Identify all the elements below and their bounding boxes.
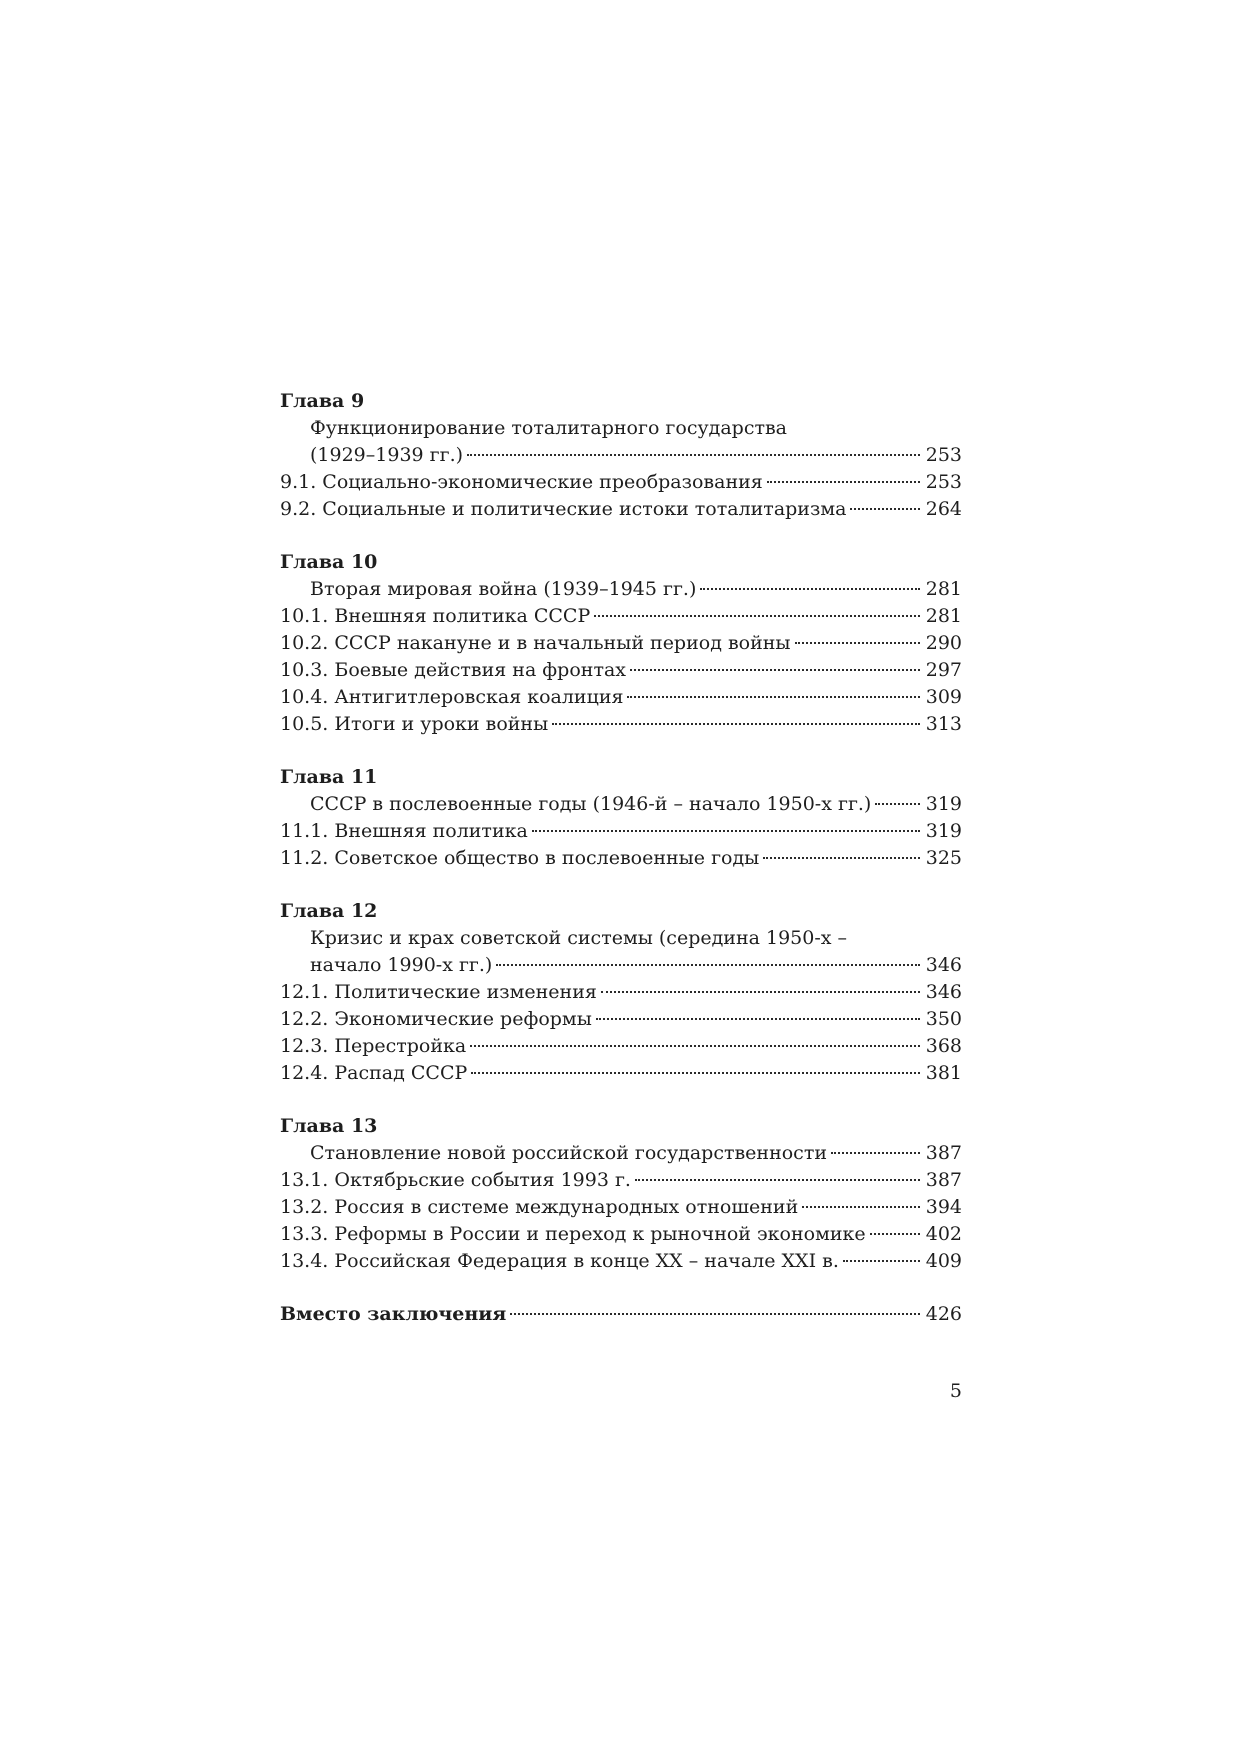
chapter-label: Глава 11 <box>280 766 378 788</box>
chapter-title: Кризис и крах советской системы (середина 1950-х – <box>310 927 848 949</box>
page-ref: 309 <box>925 686 962 708</box>
dot-leader <box>630 669 920 671</box>
page-ref: 426 <box>925 1303 962 1325</box>
dot-leader <box>767 481 920 483</box>
section-title: 12.2. Экономические реформы <box>280 1008 592 1030</box>
page-ref: 319 <box>925 820 962 842</box>
dot-leader <box>850 508 919 510</box>
chapter-title-continued: начало 1990-х гг.) <box>310 954 493 976</box>
conclusion-title: Вместо заключения <box>280 1303 507 1325</box>
chapter-title-continued: (1929–1939 гг.) <box>310 444 464 466</box>
toc-entry[interactable] <box>280 1140 962 1167</box>
section-title: 13.1. Октябрьские события 1993 г. <box>280 1169 631 1191</box>
toc-entry-conclusion[interactable] <box>280 1301 962 1328</box>
toc-entry[interactable] <box>280 845 962 872</box>
section-title: 10.3. Боевые действия на фронтах <box>280 659 626 681</box>
chapter-title: СССР в послевоенные годы (1946-й – начало 1950-х гг.) <box>310 793 872 815</box>
page-ref: 346 <box>925 954 962 976</box>
section-title: 13.2. Россия в системе международных отношений <box>280 1196 799 1218</box>
toc-entry[interactable] <box>280 496 962 523</box>
toc-entry[interactable] <box>280 630 962 657</box>
dot-leader <box>870 1233 920 1235</box>
toc-entry[interactable] <box>280 576 962 603</box>
section-title: 12.3. Перестройка <box>280 1035 467 1057</box>
toc-entry[interactable] <box>280 603 962 630</box>
dot-leader <box>467 454 920 456</box>
table-of-contents <box>280 388 962 1328</box>
dot-leader <box>470 1045 920 1047</box>
page-ref: 290 <box>925 632 962 654</box>
page-ref: 264 <box>925 498 962 520</box>
section-title: 11.2. Советское общество в послевоенные годы <box>280 847 760 869</box>
toc-entry[interactable] <box>280 979 962 1006</box>
toc-entry[interactable] <box>280 952 962 979</box>
dot-leader <box>700 588 919 590</box>
dot-leader <box>496 964 919 966</box>
chapter-title: Функционирование тоталитарного государства <box>310 417 788 439</box>
toc-entry[interactable] <box>280 1194 962 1221</box>
chapter-label: Глава 13 <box>280 1115 378 1137</box>
page-ref: 394 <box>925 1196 962 1218</box>
section-title: 10.1. Внешняя политика СССР <box>280 605 591 627</box>
toc-entry[interactable] <box>280 1167 962 1194</box>
page-ref: 381 <box>925 1062 962 1084</box>
dot-leader <box>802 1206 919 1208</box>
page-ref: 325 <box>925 847 962 869</box>
page-ref: 319 <box>925 793 962 815</box>
dot-leader <box>843 1260 920 1262</box>
toc-entry[interactable] <box>280 1060 962 1087</box>
page-ref: 281 <box>925 605 962 627</box>
page-ref: 281 <box>925 578 962 600</box>
chapter-label: Глава 10 <box>280 551 378 573</box>
chapter-12 <box>280 898 962 1087</box>
chapter-label: Глава 9 <box>280 390 365 412</box>
dot-leader <box>596 1018 920 1020</box>
dot-leader <box>510 1313 919 1315</box>
dot-leader <box>831 1152 920 1154</box>
page-ref: 350 <box>925 1008 962 1030</box>
section-title: 10.5. Итоги и уроки войны <box>280 713 549 735</box>
dot-leader <box>875 803 919 805</box>
page-ref: 387 <box>925 1142 962 1164</box>
section-title: 12.4. Распад СССР <box>280 1062 468 1084</box>
page-ref: 387 <box>925 1169 962 1191</box>
toc-entry[interactable] <box>280 442 962 469</box>
dot-leader <box>601 991 920 993</box>
toc-entry[interactable] <box>280 711 962 738</box>
page-ref: 253 <box>925 444 962 466</box>
chapter-9 <box>280 388 962 523</box>
chapter-title: Становление новой российской государственности <box>310 1142 827 1164</box>
page-ref: 313 <box>925 713 962 735</box>
dot-leader <box>635 1179 920 1181</box>
dot-leader <box>763 857 919 859</box>
section-title: 10.4. Антигитлеровская коалиция <box>280 686 624 708</box>
dot-leader <box>532 830 920 832</box>
chapter-10 <box>280 549 962 738</box>
page-ref: 297 <box>925 659 962 681</box>
chapter-11 <box>280 764 962 872</box>
page-ref: 253 <box>925 471 962 493</box>
toc-entry[interactable] <box>280 818 962 845</box>
section-title: 10.2. СССР накануне и в начальный период войны <box>280 632 791 654</box>
page-ref: 402 <box>925 1223 962 1245</box>
section-title: 13.3. Реформы в России и переход к рыночной экономике <box>280 1223 866 1245</box>
section-title: 12.1. Политические изменения <box>280 981 597 1003</box>
chapter-title: Вторая мировая война (1939–1945 гг.) <box>310 578 697 600</box>
chapter-label: Глава 12 <box>280 900 378 922</box>
toc-entry[interactable] <box>280 469 962 496</box>
page-number: 5 <box>949 1380 962 1402</box>
toc-entry[interactable] <box>280 1006 962 1033</box>
page-ref: 346 <box>925 981 962 1003</box>
section-title: 9.2. Социальные и политические истоки тоталитаризма <box>280 498 847 520</box>
dot-leader <box>627 696 919 698</box>
toc-entry[interactable] <box>280 1221 962 1248</box>
toc-entry[interactable] <box>280 1248 962 1275</box>
section-title: 11.1. Внешняя политика <box>280 820 528 842</box>
dot-leader <box>795 642 920 644</box>
toc-entry[interactable] <box>280 791 962 818</box>
toc-entry[interactable] <box>280 684 962 711</box>
dot-leader <box>471 1072 919 1074</box>
toc-entry[interactable] <box>280 657 962 684</box>
dot-leader <box>594 615 919 617</box>
page-ref: 368 <box>925 1035 962 1057</box>
dot-leader <box>552 723 920 725</box>
page-ref: 409 <box>925 1250 962 1272</box>
section-title: 9.1. Социально-экономические преобразования <box>280 471 763 493</box>
chapter-13 <box>280 1113 962 1275</box>
toc-entry[interactable] <box>280 1033 962 1060</box>
section-title: 13.4. Российская Федерация в конце XX – начале XXI в. <box>280 1250 839 1272</box>
